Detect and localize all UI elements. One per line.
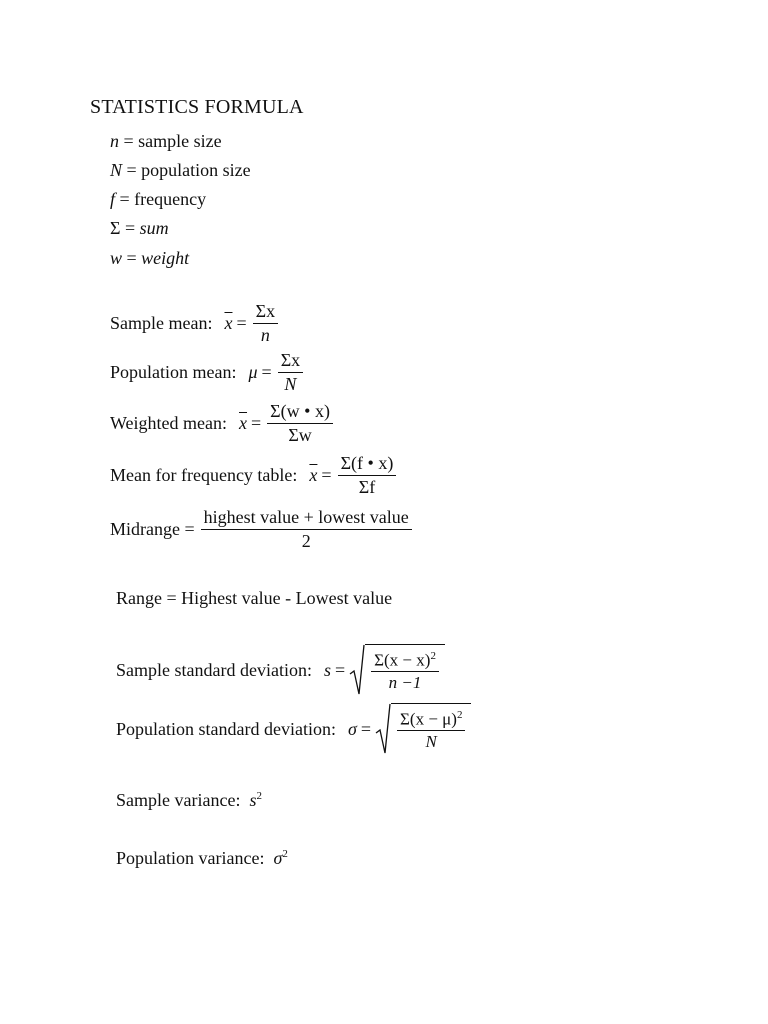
exponent: 2 [282, 848, 288, 860]
formula-population-variance [116, 848, 288, 869]
square-root [349, 644, 445, 696]
formula-population-mean: Population mean: μ = $\frac{\Sigma x}{N}$ [110, 351, 305, 394]
equals: = [115, 189, 135, 209]
formula-sample-mean: Sample mean: $\overline{x}$ = $\frac{\Sigma x}{n}$ [110, 302, 280, 345]
radical-sign-icon [349, 644, 365, 696]
denominator: 2 [301, 530, 311, 551]
definition-w [110, 248, 189, 269]
s-symbol: s [249, 790, 257, 810]
formula-range: Range = Highest value - Lowest value [116, 588, 393, 608]
numerator: highest value + lowest value [201, 508, 412, 530]
exponent: 2 [256, 790, 262, 802]
formula-sample-sd: Sample standard deviation: s = $\frac{\Sigma(x - x)^2}{n -1}$ [116, 644, 445, 696]
x-bar-symbol: $\overline{x}$ [309, 464, 318, 485]
formula-label: Population standard deviation: [116, 718, 336, 739]
fraction [253, 302, 278, 345]
equals: = [122, 248, 142, 268]
denominator: N [425, 732, 437, 752]
formula-sample-variance [116, 790, 262, 811]
fraction [267, 402, 333, 445]
definition-text: frequency [134, 189, 207, 209]
definition-f [110, 189, 206, 210]
symbol: n [110, 131, 119, 151]
formula-label: Mean for frequency table: [110, 464, 298, 485]
formula-frequency-mean: Mean for frequency table: $\overline{x}$ = $\frac{\Sigma(f • x)}{\Sigma f}$ [110, 454, 398, 497]
formula-weighted-mean: Weighted mean: $\overline{x}$ = $\frac{\Sigma(w • x)}{\Sigma w}$ [110, 402, 335, 445]
numerator: Σ(w • x) [267, 402, 333, 424]
formula-midrange [110, 508, 414, 551]
denominator: n −1 [388, 673, 422, 693]
definition-text: weight [141, 248, 190, 268]
formula-label: Sample variance: [116, 790, 241, 810]
numerator: $\Sigma(x - x)^2$ [371, 651, 439, 673]
formula-label: Weighted mean: [110, 412, 228, 433]
fraction [278, 351, 303, 394]
square-root [375, 703, 471, 755]
fraction [371, 651, 439, 692]
fraction [397, 710, 465, 751]
sigma-symbol: σ [347, 718, 357, 739]
equals: = [122, 160, 142, 180]
denominator: n [260, 324, 270, 345]
denominator: N [284, 373, 297, 394]
sigma-symbol: σ [273, 848, 283, 868]
formula-label: Population mean: [110, 361, 237, 382]
numerator: Σx [253, 302, 278, 324]
s-symbol: s [323, 659, 331, 680]
equals: = [119, 131, 139, 151]
formula-label: Sample mean: [110, 312, 213, 333]
formula-population-sd: Population standard deviation: σ = $\frac{\Sigma(x - \mu)^2}{N}$ [116, 703, 471, 755]
fraction [338, 454, 397, 497]
definition-text: sample size [138, 131, 222, 151]
denominator: Σf [358, 476, 376, 497]
formula-label: Midrange = [110, 518, 195, 539]
symbol: Σ [110, 218, 121, 238]
definition-text: population size [141, 160, 251, 180]
numerator: Σx [278, 351, 303, 373]
radical-sign-icon [375, 703, 391, 755]
x-bar-symbol: $\overline{x}$ [224, 312, 233, 333]
formula-label: Population variance: [116, 848, 265, 868]
symbol: w [110, 248, 123, 268]
x-bar-symbol: $\overline{x}$ [239, 412, 248, 433]
formula-label: Sample standard deviation: [116, 659, 312, 680]
symbol: f [110, 189, 116, 209]
definition-sum [110, 218, 169, 239]
fraction [201, 508, 412, 551]
denominator: Σw [288, 424, 312, 445]
equals: = [120, 218, 140, 238]
definition-text: sum [139, 218, 169, 238]
numerator: $\Sigma(x - \mu)^2$ [397, 710, 465, 732]
symbol: N [110, 160, 123, 180]
mu-symbol: μ [248, 361, 258, 382]
definition-N [110, 160, 251, 181]
numerator: Σ(f • x) [338, 454, 397, 476]
definition-n [110, 131, 222, 152]
page-title: STATISTICS FORMULA [90, 96, 304, 118]
